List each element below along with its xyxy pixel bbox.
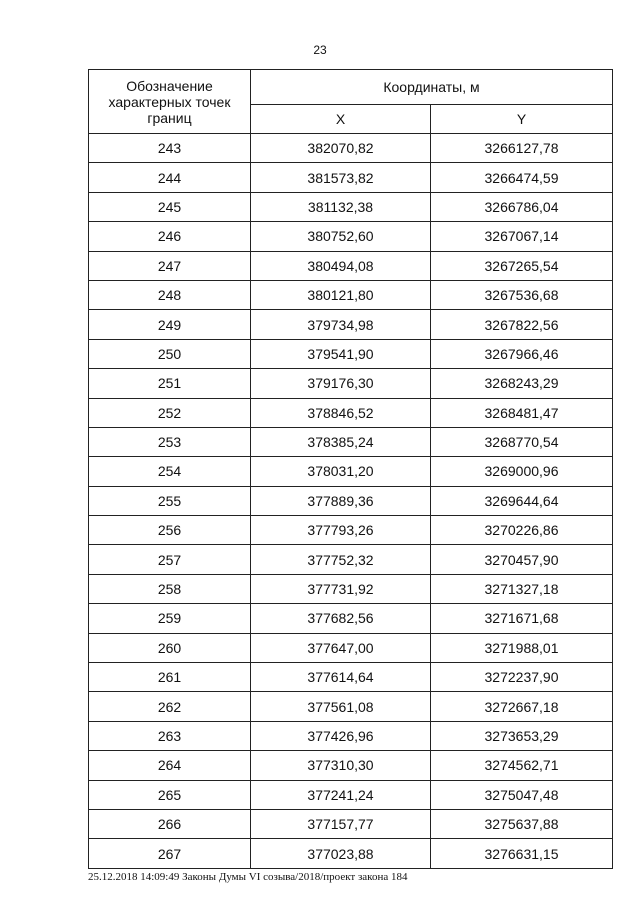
cell-x: 377241,24 xyxy=(251,780,431,809)
cell-point-id: 245 xyxy=(89,192,251,221)
cell-y: 3266127,78 xyxy=(431,134,613,163)
cell-point-id: 249 xyxy=(89,310,251,339)
cell-point-id: 260 xyxy=(89,633,251,662)
cell-y: 3275047,48 xyxy=(431,780,613,809)
cell-x: 380752,60 xyxy=(251,222,431,251)
cell-y: 3267536,68 xyxy=(431,280,613,309)
cell-x: 377752,32 xyxy=(251,545,431,574)
cell-y: 3267067,14 xyxy=(431,222,613,251)
table-row xyxy=(89,310,613,339)
table-row xyxy=(89,751,613,780)
table-row xyxy=(89,222,613,251)
cell-point-id: 255 xyxy=(89,486,251,515)
cell-point-id: 250 xyxy=(89,339,251,368)
cell-x: 377647,00 xyxy=(251,633,431,662)
cell-x: 382070,82 xyxy=(251,134,431,163)
cell-y: 3272237,90 xyxy=(431,663,613,692)
table-row xyxy=(89,339,613,368)
cell-y: 3267822,56 xyxy=(431,310,613,339)
cell-point-id: 252 xyxy=(89,398,251,427)
header-designation: Обозначение характерных точек границ xyxy=(89,70,251,134)
table-row xyxy=(89,545,613,574)
cell-x: 381132,38 xyxy=(251,192,431,221)
header-x: X xyxy=(251,105,431,134)
cell-point-id: 248 xyxy=(89,280,251,309)
cell-x: 377793,26 xyxy=(251,516,431,545)
cell-x: 377426,96 xyxy=(251,721,431,750)
cell-point-id: 243 xyxy=(89,134,251,163)
cell-x: 378385,24 xyxy=(251,427,431,456)
cell-x: 377023,88 xyxy=(251,839,431,868)
table-row xyxy=(89,574,613,603)
cell-x: 379541,90 xyxy=(251,339,431,368)
cell-point-id: 244 xyxy=(89,163,251,192)
table-row xyxy=(89,692,613,721)
cell-y: 3266474,59 xyxy=(431,163,613,192)
cell-x: 377310,30 xyxy=(251,751,431,780)
header-coordinates: Координаты, м xyxy=(251,70,613,105)
cell-x: 377614,64 xyxy=(251,663,431,692)
cell-y: 3271988,01 xyxy=(431,633,613,662)
cell-x: 377157,77 xyxy=(251,809,431,838)
coordinates-table xyxy=(88,69,613,869)
cell-y: 3269000,96 xyxy=(431,457,613,486)
page-number: 23 xyxy=(313,43,327,57)
table-row xyxy=(89,839,613,868)
cell-y: 3270457,90 xyxy=(431,545,613,574)
table-row xyxy=(89,280,613,309)
cell-point-id: 257 xyxy=(89,545,251,574)
cell-y: 3267966,46 xyxy=(431,339,613,368)
cell-y: 3274562,71 xyxy=(431,751,613,780)
table-row xyxy=(89,516,613,545)
table-row xyxy=(89,663,613,692)
cell-point-id: 267 xyxy=(89,839,251,868)
cell-point-id: 265 xyxy=(89,780,251,809)
table-row xyxy=(89,251,613,280)
table-row xyxy=(89,486,613,515)
cell-x: 379176,30 xyxy=(251,369,431,398)
cell-y: 3266786,04 xyxy=(431,192,613,221)
cell-point-id: 246 xyxy=(89,222,251,251)
cell-y: 3269644,64 xyxy=(431,486,613,515)
table-row xyxy=(89,427,613,456)
cell-x: 377731,92 xyxy=(251,574,431,603)
cell-x: 377682,56 xyxy=(251,604,431,633)
cell-x: 381573,82 xyxy=(251,163,431,192)
cell-x: 377889,36 xyxy=(251,486,431,515)
cell-point-id: 264 xyxy=(89,751,251,780)
cell-y: 3276631,15 xyxy=(431,839,613,868)
table-row xyxy=(89,780,613,809)
cell-x: 378031,20 xyxy=(251,457,431,486)
cell-point-id: 263 xyxy=(89,721,251,750)
table-row xyxy=(89,163,613,192)
cell-x: 380494,08 xyxy=(251,251,431,280)
document-footer: 25.12.2018 14:09:49 Законы Думы VI созыва/2018/проект закона 184 xyxy=(88,871,408,883)
cell-point-id: 261 xyxy=(89,663,251,692)
table-row xyxy=(89,604,613,633)
table-row xyxy=(89,192,613,221)
cell-y: 3271327,18 xyxy=(431,574,613,603)
cell-point-id: 262 xyxy=(89,692,251,721)
table-row xyxy=(89,809,613,838)
cell-y: 3267265,54 xyxy=(431,251,613,280)
cell-point-id: 247 xyxy=(89,251,251,280)
cell-point-id: 266 xyxy=(89,809,251,838)
cell-y: 3270226,86 xyxy=(431,516,613,545)
cell-point-id: 259 xyxy=(89,604,251,633)
cell-x: 379734,98 xyxy=(251,310,431,339)
cell-x: 378846,52 xyxy=(251,398,431,427)
cell-y: 3273653,29 xyxy=(431,721,613,750)
cell-y: 3272667,18 xyxy=(431,692,613,721)
table-row xyxy=(89,721,613,750)
cell-point-id: 253 xyxy=(89,427,251,456)
cell-point-id: 251 xyxy=(89,369,251,398)
table-row xyxy=(89,134,613,163)
header-y: Y xyxy=(431,105,613,134)
cell-y: 3268770,54 xyxy=(431,427,613,456)
cell-y: 3275637,88 xyxy=(431,809,613,838)
table-row xyxy=(89,633,613,662)
cell-point-id: 256 xyxy=(89,516,251,545)
cell-y: 3268481,47 xyxy=(431,398,613,427)
cell-y: 3271671,68 xyxy=(431,604,613,633)
cell-point-id: 258 xyxy=(89,574,251,603)
table-body xyxy=(89,134,613,869)
cell-y: 3268243,29 xyxy=(431,369,613,398)
cell-point-id: 254 xyxy=(89,457,251,486)
table-row xyxy=(89,457,613,486)
cell-x: 380121,80 xyxy=(251,280,431,309)
table-row xyxy=(89,369,613,398)
cell-x: 377561,08 xyxy=(251,692,431,721)
table-row xyxy=(89,398,613,427)
